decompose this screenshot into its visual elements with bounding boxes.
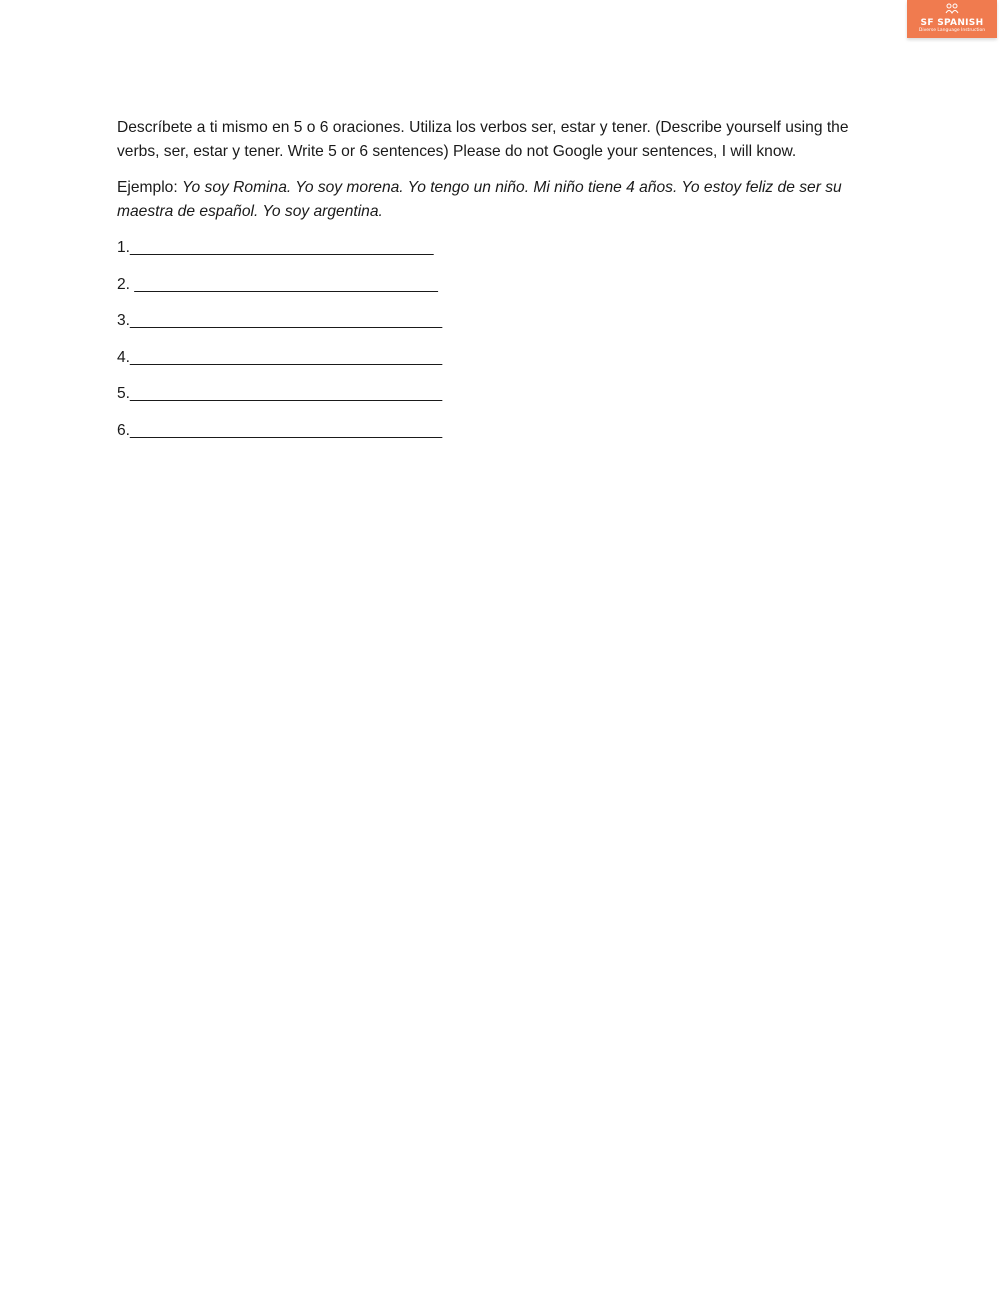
- answer-line-5: 5.____________________________________: [117, 385, 443, 403]
- example-text: Yo soy Romina. Yo soy morena. Yo tengo un niño. Mi niño tiene 4 años. Yo estoy feliz de ser su maestra de español. Yo soy argentina.: [117, 179, 842, 220]
- example-paragraph: [117, 176, 877, 224]
- logo-tagline: Diverse Language Instruction: [918, 28, 986, 33]
- worksheet-content: [117, 116, 877, 456]
- answer-line-3: 3.____________________________________: [117, 312, 443, 330]
- answer-line-2: 2. ___________________________________: [117, 275, 438, 293]
- answer-line-6: 6.____________________________________: [117, 421, 443, 439]
- answer-lines: [117, 236, 877, 456]
- sf-spanish-logo: [907, 0, 997, 38]
- answer-line-1: 1.___________________________________: [117, 239, 434, 256]
- instructions-paragraph: Descríbete a ti mismo en 5 o 6 oraciones. Utiliza los verbos ser, estar y tener. (Describe yourself using the verbs, ser, estar y tener. Write 5 or 6 sentences) Please do not Google your sentences, I will know.: [117, 119, 849, 160]
- answer-line-4: 4.____________________________________: [117, 348, 443, 366]
- example-label: Ejemplo:: [117, 179, 183, 196]
- people-icon: [945, 3, 959, 14]
- logo-name: SF SPANISH: [920, 18, 984, 28]
